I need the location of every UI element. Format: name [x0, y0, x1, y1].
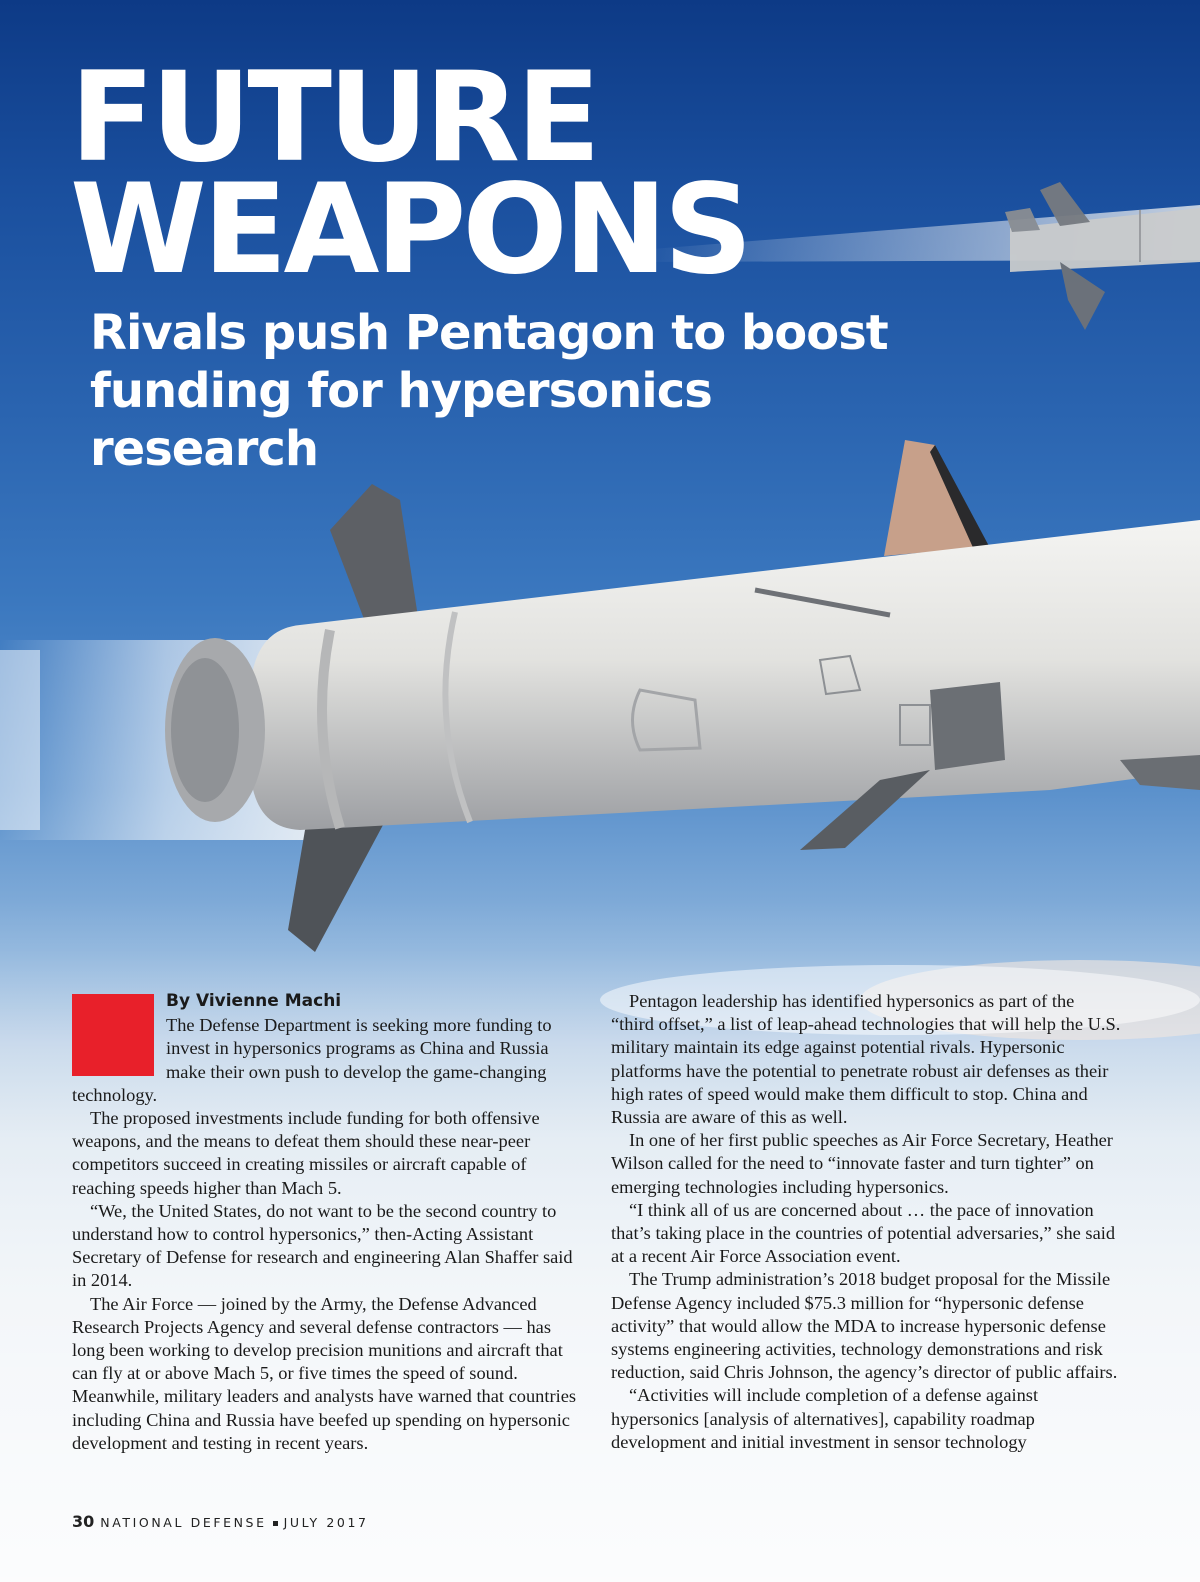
lede-text: The Defense Department is seeking more funding to invest in hypersonics programs as China and Russia make their own push to develop the game-changing technology.	[72, 1015, 552, 1105]
page-number: 30	[72, 1512, 95, 1531]
headline-line-1: FUTURE	[70, 46, 597, 190]
article-paragraph: Pentagon leadership has identified hypersonics as part of the “third offset,” a list of leap-ahead technologies that will help the U.S. military maintain its edge against potential rivals. Hypersonic platforms have the potential to penetrate robust air defenses as their high rates of speed would make them difficult to stop. China and Russia are aware of this as well.	[611, 991, 1121, 1128]
deck-subtitle: Rivals push Pentagon to boost funding for hypersonics research	[90, 305, 888, 477]
separator-square-icon	[273, 1521, 278, 1526]
article-paragraph: “I think all of us are concerned about … the pace of innovation that’s taking place in the countries of potential adversaries,” she said at a recent Air Force Association event.	[611, 1199, 1116, 1267]
article-paragraph: The Trump administration’s 2018 budget proposal for the Missile Defense Agency included $75.3 million for “hypersonic defense activity” that would allow the MDA to increase hypersonic defense systems engineering activities, technology demonstrations and risk reduction, said Chris Johnson, the agency’s director of public affairs.	[611, 1269, 1118, 1383]
article-paragraph: The proposed investments include funding for both offensive weapons, and the means to defeat them should these near-peer competitors succeed in creating missiles or aircraft capable of reaching speeds higher than Mach 5.	[72, 1108, 540, 1198]
main-missile	[165, 440, 1200, 952]
publication-name: NATIONAL DEFENSE	[100, 1515, 267, 1530]
headline	[70, 46, 749, 302]
article-paragraph: “Activities will include completion of a defense against hypersonics [analysis of alternatives], capability roadmap development and initial investment in sensor technology	[611, 1385, 1039, 1452]
page-folio	[72, 1512, 369, 1531]
upper-missile	[1005, 182, 1200, 330]
byline: By Vivienne Machi	[166, 991, 342, 1011]
issue-date: JULY 2017	[283, 1515, 369, 1530]
article-paragraph: The Air Force — joined by the Army, the Defense Advanced Research Projects Agency and several defense contractors — has long been working to develop precision munitions and aircraft that can fly at or above Mach 5, or five times the speed of sound. Meanwhile, military leaders and analysts have warned that countries including China and Russia have beefed up spending on hypersonic development and testing in recent years.	[72, 1293, 577, 1453]
article-paragraph: In one of her first public speeches as Air Force Secretary, Heather Wilson called for the need to “innovate faster and turn tighter” on emerging technologies including hypersonics.	[611, 1130, 1113, 1197]
article-column-right	[611, 990, 1121, 1454]
headline-line-2: WEAPONS	[70, 158, 749, 302]
accent-red-square	[72, 994, 154, 1076]
article-paragraph: “We, the United States, do not want to be the second country to understand how to control hypersonics,” then-Acting Assistant Secretary of Defense for research and engineering Alan Shaffer said in 2014.	[72, 1200, 573, 1291]
article-column-left	[72, 990, 578, 1455]
